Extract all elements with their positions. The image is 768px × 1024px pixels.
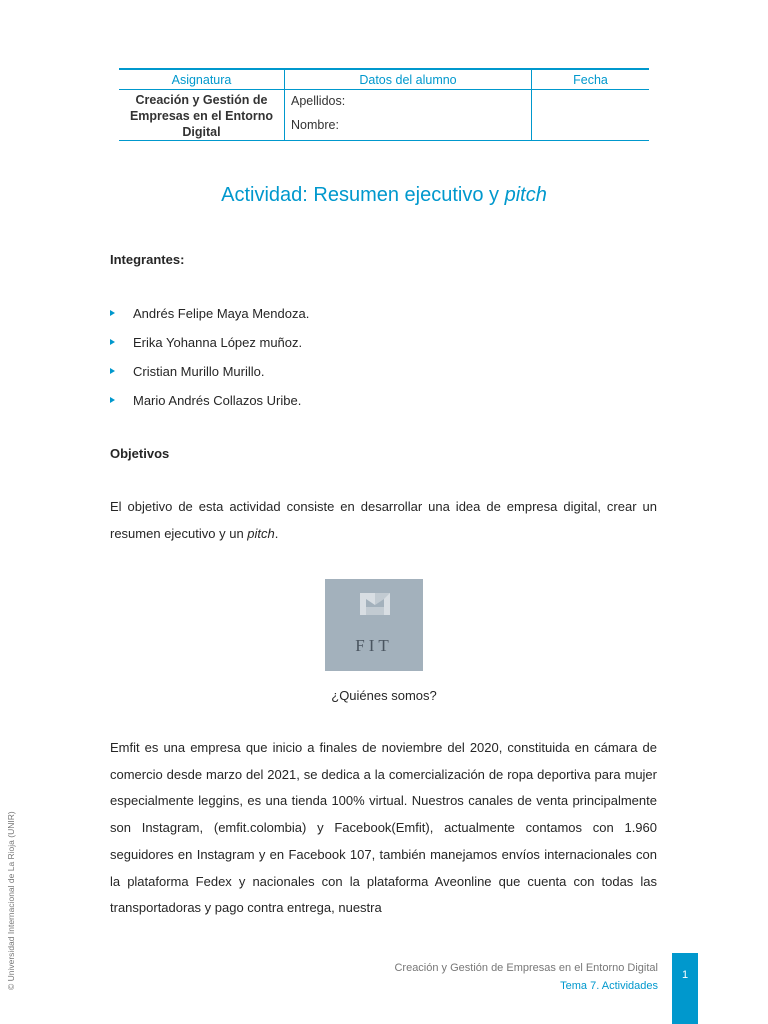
col-header-subject: Asignatura — [119, 69, 285, 90]
course-name-line: Empresas en el Entorno — [129, 109, 274, 123]
course-name-line: Creación y Gestión de — [135, 93, 268, 107]
company-logo — [325, 579, 423, 671]
who-caption: ¿Quiénes somos? — [331, 688, 437, 703]
bullet-icon — [110, 310, 115, 316]
surname-label: Apellidos: — [291, 94, 346, 108]
footer-topic: Tema 7. Actividades — [560, 980, 658, 992]
list-item — [110, 335, 309, 364]
name-label: Nombre: — [291, 118, 339, 132]
header-table — [119, 68, 649, 141]
page-title — [0, 184, 768, 207]
member-name: Andrés Felipe Maya Mendoza. — [133, 306, 310, 321]
page-number: 1 — [672, 953, 698, 1024]
copyright-text: © Universidad Internacional de La Rioja (UNIR) — [6, 811, 16, 990]
footer-course: Creación y Gestión de Empresas en el Entorno Digital — [394, 962, 658, 974]
course-name — [119, 90, 285, 141]
list-item — [110, 393, 309, 422]
title-italic: pitch — [504, 184, 547, 206]
objectives-heading: Objetivos — [110, 446, 170, 461]
member-name: Mario Andrés Collazos Uribe. — [133, 393, 302, 408]
member-name: Erika Yohanna López muñoz. — [133, 335, 303, 350]
objectives-italic: pitch — [247, 525, 275, 541]
who-paragraph: Emfit es una empresa que inicio a finales de noviembre del 2020, constituida en cámara de comercio desde marzo del 2021, se dedica a la comercialización de ropa deportiva para mujer especialmente leggins, es una tienda 100% virtual. Nuestros canales de venta principalmente son Instagram, (emfit.colombia) y Facebook(Emfit), actualmente contamos con 1.960 seguidores en Instagram y en Facebook 107, también manejamos envíos internacionales con la plataforma Fedex y nacionales con la plataforma Aveonline que cuenta con todas las transportadoras y pago contra entrega, nuestra — [110, 740, 657, 916]
logo-graphic — [325, 579, 423, 671]
col-header-date: Fecha — [532, 69, 650, 90]
col-header-student: Datos del alumno — [285, 69, 532, 90]
date-cell — [532, 90, 650, 141]
member-name: Cristian Murillo Murillo. — [133, 364, 265, 379]
course-name-line: Digital — [182, 125, 221, 139]
logo-text: FIT — [355, 636, 393, 655]
objectives-paragraph — [110, 494, 657, 547]
bullet-icon — [110, 339, 115, 345]
bullet-icon — [110, 397, 115, 403]
student-data-cell — [285, 90, 532, 141]
logo-bar — [366, 607, 384, 615]
list-item — [110, 364, 309, 393]
objectives-text: El objetivo de esta actividad consiste en desarrollar una idea de empresa digital, crear un resumen ejecutivo y un — [110, 499, 657, 541]
members-heading: Integrantes: — [110, 252, 185, 267]
list-item — [110, 306, 309, 335]
title-text: Actividad: Resumen ejecutivo y — [221, 184, 505, 206]
bullet-icon — [110, 368, 115, 374]
members-list — [110, 306, 309, 422]
objectives-end: . — [274, 525, 279, 541]
